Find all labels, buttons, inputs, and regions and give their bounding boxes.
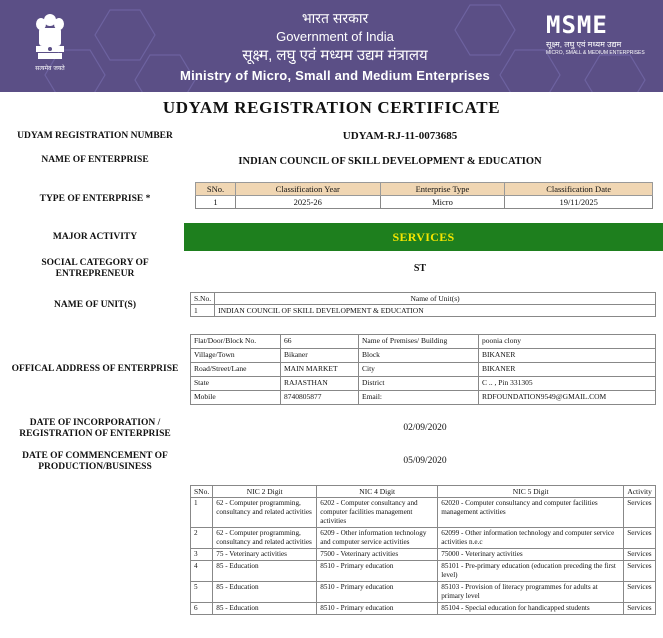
nic-row [191,498,656,528]
emblem-caption: सत्यमेव जयते [35,65,65,72]
classification-header-row [196,183,653,196]
nic-cell: 75 - Veterinary activities [213,549,317,561]
incorporation-date-value: 02/09/2020 [403,423,447,433]
address-cell: State [191,377,281,391]
nic-cell: 6 [191,603,213,615]
reg-number-value: UDYAM-RJ-11-0073685 [342,130,458,142]
nic-cell: 85 - Education [213,561,317,582]
address-cell: Road/Street/Lane [191,363,281,377]
msme-logo-word: MSME [546,11,608,39]
nic-cell: 85 - Education [213,603,317,615]
address-cell: Mobile [191,391,281,405]
address-label: OFFICAL ADDRESS OF ENTERPRISE [11,364,179,374]
address-cell: Name of Premises/ Building [359,335,479,349]
address-cell: BIKANER [479,363,656,377]
nic-cell: Services [624,528,656,549]
address-cell: BIKANER [479,349,656,363]
address-cell: City [359,363,479,377]
nic-cell: 4 [191,561,213,582]
nic-cell: Services [624,498,656,528]
unit-row [191,305,656,317]
nic-table [190,485,656,615]
address-cell: Block [359,349,479,363]
nic-cell: 62 - Computer programming, consultancy and related activities [213,528,317,549]
unit-cell: INDIAN COUNCIL OF SKILL DEVELOPMENT & EDUCATION [215,305,656,317]
address-row [191,391,656,405]
classification-header-cell: Enterprise Type [380,183,505,196]
address-cell: RDFOUNDATION9549@GMAIL.COM [479,391,656,405]
nic-cell: 1 [191,498,213,528]
hindi-govt-text: भारत सरकार [301,10,369,26]
unit-cell: 1 [191,305,215,317]
incorporation-date-label: DATE OF INCORPORATION / REGISTRATION OF ENTERPRISE [19,418,171,439]
classification-row [196,196,653,209]
nic-cell: 6209 - Other information technology and computer service activities [317,528,438,549]
nic-header-cell: NIC 5 Digit [438,486,624,498]
nic-header-row [191,486,656,498]
commencement-date-label: DATE OF COMMENCEMENT OF PRODUCTION/BUSINESS [22,451,168,472]
address-row [191,335,656,349]
classification-cell: 19/11/2025 [505,196,653,209]
address-row [191,363,656,377]
address-cell: Village/Town [191,349,281,363]
nic-cell: Services [624,549,656,561]
nic-cell: 85101 - Pre-primary education (education preceding the first level) [438,561,624,582]
classification-cell: 1 [196,196,236,209]
classification-header-cell: Classification Year [235,183,380,196]
nic-cell: 62020 - Computer consultancy and computer facilities management activities [438,498,624,528]
unit-name-label: NAME OF UNIT(S) [54,300,136,310]
ministry-header [0,0,663,92]
classification-table [195,182,653,209]
address-cell: Bikaner [281,349,359,363]
address-row [191,349,656,363]
nic-header-cell: NIC 4 Digit [317,486,438,498]
nic-cell: 3 [191,549,213,561]
address-cell: Flat/Door/Block No. [191,335,281,349]
nic-cell: 5 [191,582,213,603]
address-table [190,334,656,405]
nic-header-cell: Activity [624,486,656,498]
nic-cell: Services [624,561,656,582]
address-cell: RAJASTHAN [281,377,359,391]
nic-cell: 85104 - Special education for handicapped students [438,603,624,615]
nic-row [191,561,656,582]
classification-cell: Micro [380,196,505,209]
address-cell: Email: [359,391,479,405]
msme-logo-english: MICRO, SMALL & MEDIUM ENTERPRISES [546,50,645,56]
nic-cell: 62 - Computer programming, consultancy and related activities [213,498,317,528]
nic-cell: 6202 - Computer consultancy and computer facilities management activities [317,498,438,528]
nic-cell: 62099 - Other information technology and computer service activities n.e.c [438,528,624,549]
nic-cell: 8510 - Primary education [317,561,438,582]
nic-cell: 7500 - Veterinary activities [317,549,438,561]
social-category-value: ST [413,263,427,274]
classification-header-cell: Classification Date [505,183,653,196]
major-activity-value: SERVICES [184,223,663,251]
enterprise-name-value: INDIAN COUNCIL OF SKILL DEVELOPMENT & EDUCATION [238,156,542,167]
header-title-block [150,8,520,86]
nic-cell: 2 [191,528,213,549]
certificate-title: UDYAM REGISTRATION CERTIFICATE [162,98,501,117]
address-cell: poonia clony [479,335,656,349]
nic-row [191,528,656,549]
nic-cell: 85 - Education [213,582,317,603]
nic-header-cell: SNo. [191,486,213,498]
reg-number-label: UDYAM REGISTRATION NUMBER [17,131,173,141]
nic-cell: Services [624,582,656,603]
address-cell: 66 [281,335,359,349]
nic-cell: 8510 - Primary education [317,603,438,615]
address-cell: MAIN MARKET [281,363,359,377]
address-cell: 8740805877 [281,391,359,405]
nic-cell: Services [624,603,656,615]
unit-header-cell: S.No. [191,293,215,305]
unit-header-row [191,293,656,305]
govt-text: Government of India [276,29,394,44]
ministry-text: Ministry of Micro, Small and Medium Enterprises [180,68,490,83]
major-activity-label: MAJOR ACTIVITY [52,232,138,242]
nic-cell: 8510 - Primary education [317,582,438,603]
unit-header-cell: Name of Unit(s) [215,293,656,305]
msme-logo [546,12,646,57]
social-category-label: SOCIAL CATEGORY OF ENTREPRENEUR [41,258,149,279]
unit-table [190,292,656,317]
nic-cell: 85103 - Provision of literacy programmes for adults at primary level [438,582,624,603]
address-cell: District [359,377,479,391]
address-row [191,377,656,391]
address-cell: C .. , Pin 331305 [479,377,656,391]
nic-header-cell: NIC 2 Digit [213,486,317,498]
nic-cell: 75000 - Veterinary activities [438,549,624,561]
hindi-ministry-text: सूक्ष्म, लघु एवं मध्यम उद्यम मंत्रालय [242,47,428,64]
classification-cell: 2025-26 [235,196,380,209]
enterprise-name-label: NAME OF ENTERPRISE [41,155,149,165]
nic-row [191,603,656,615]
classification-header-cell: SNo. [196,183,236,196]
nic-row [191,582,656,603]
msme-logo-hindi: सूक्ष्म, लघु एवं मध्यम उद्यम [546,40,622,49]
commencement-date-value: 05/09/2020 [403,456,447,466]
enterprise-type-label: TYPE OF ENTERPRISE * [39,194,151,204]
nic-row [191,549,656,561]
